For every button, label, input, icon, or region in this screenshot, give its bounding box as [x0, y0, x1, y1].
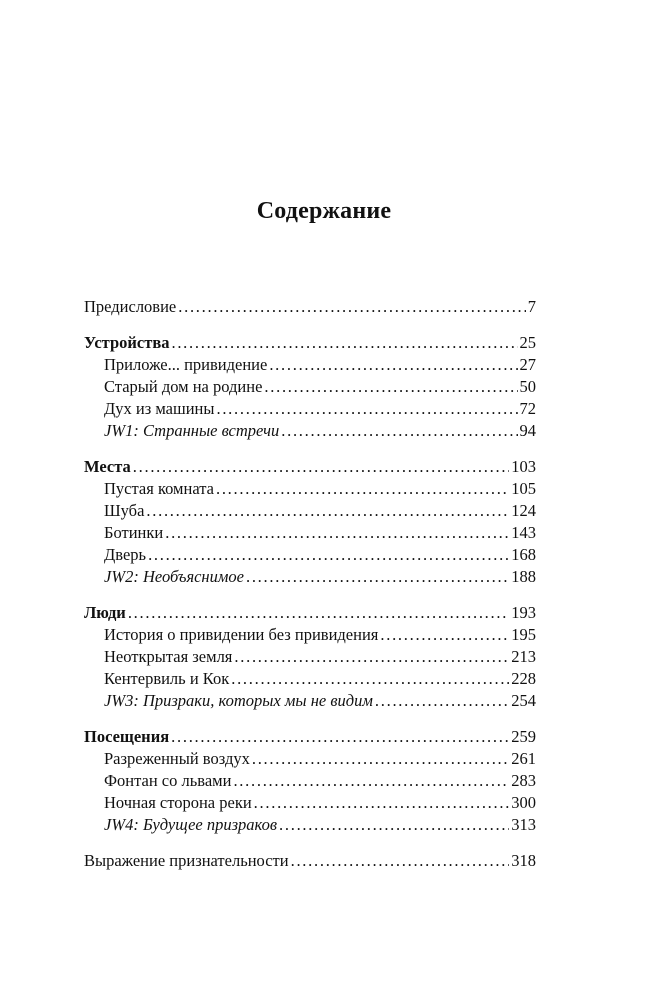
toc-page-number: 105: [511, 479, 536, 498]
dot-leader: [252, 748, 509, 770]
dot-leader: [269, 354, 517, 376]
dot-leader: [148, 544, 509, 566]
toc-subentry[interactable]: [84, 354, 536, 376]
dot-leader: [171, 726, 509, 748]
toc-subentry[interactable]: [84, 624, 536, 646]
toc-page-number: 254: [511, 691, 536, 710]
toc-subentry[interactable]: [84, 398, 536, 420]
dot-leader: [279, 814, 509, 836]
toc-entry-title: Неоткрытая земля: [104, 647, 233, 666]
toc-subentry[interactable]: [84, 668, 536, 690]
toc-page-number: 300: [511, 793, 536, 812]
toc-page-number: 228: [511, 669, 536, 688]
toc-entry-title: Выражение признательности: [84, 851, 289, 870]
dot-leader: [254, 792, 510, 814]
toc-entry-title: Приложе... привидение: [104, 355, 268, 374]
dot-leader: [291, 850, 510, 872]
toc-entry-title: Шуба: [104, 501, 145, 520]
toc-entry-title: JW1: Странные встречи: [104, 421, 280, 440]
toc-entry-title: Пустая комната: [104, 479, 214, 498]
toc-entry[interactable]: [84, 602, 536, 624]
toc-page-number: 25: [519, 333, 536, 352]
toc-subentry[interactable]: [84, 792, 536, 814]
dot-leader: [178, 296, 526, 318]
toc-entry-title: Места: [84, 457, 131, 476]
toc-subentry[interactable]: [84, 478, 536, 500]
toc-page-number: 124: [511, 501, 536, 520]
toc-subentry[interactable]: [84, 522, 536, 544]
dot-leader: [246, 566, 509, 588]
dot-leader: [264, 376, 517, 398]
toc-entry[interactable]: [84, 296, 536, 318]
toc-section: [84, 602, 536, 712]
toc-entry-title: Ботинки: [104, 523, 164, 542]
toc-section: [84, 332, 536, 442]
table-of-contents: [84, 296, 536, 886]
toc-subentry[interactable]: [84, 748, 536, 770]
toc-section: [84, 726, 536, 836]
dot-leader: [375, 690, 509, 712]
toc-page-number: 7: [527, 297, 536, 316]
toc-section: [84, 850, 536, 872]
dot-leader: [146, 500, 509, 522]
toc-page-number: 168: [511, 545, 536, 564]
toc-entry-title: JW4: Будущее призраков: [104, 815, 278, 834]
dot-leader: [133, 456, 509, 478]
toc-subentry[interactable]: [84, 420, 536, 442]
page-title: Содержание: [256, 198, 392, 224]
toc-subentry[interactable]: [84, 500, 536, 522]
toc-entry-title: Разреженный воздух: [104, 749, 250, 768]
toc-entry-title: История о привидении без привидения: [104, 625, 379, 644]
toc-entry-title: JW3: Призраки, которых мы не видим: [104, 691, 373, 710]
toc-entry[interactable]: [84, 456, 536, 478]
toc-page-number: 50: [519, 377, 536, 396]
dot-leader: [128, 602, 509, 624]
toc-entry-title: Кентервиль и Кок: [104, 669, 230, 688]
toc-page-number: 27: [519, 355, 536, 374]
toc-section: [84, 456, 536, 588]
toc-page-number: 318: [511, 851, 536, 870]
toc-entry-title: Фонтан со львами: [104, 771, 232, 790]
dot-leader: [234, 646, 509, 668]
toc-page-number: 72: [519, 399, 536, 418]
toc-page-number: 195: [511, 625, 536, 644]
toc-subentry[interactable]: [84, 814, 536, 836]
dot-leader: [231, 668, 509, 690]
toc-page-number: 188: [511, 567, 536, 586]
toc-page-number: 283: [511, 771, 536, 790]
toc-entry-title: JW2: Необъяснимое: [104, 567, 244, 586]
toc-entry-title: Дверь: [104, 545, 147, 564]
toc-page-number: 213: [511, 647, 536, 666]
toc-entry-title: Люди: [84, 603, 126, 622]
toc-page-number: 143: [511, 523, 536, 542]
dot-leader: [233, 770, 509, 792]
dot-leader: [165, 522, 509, 544]
toc-subentry[interactable]: [84, 376, 536, 398]
toc-entry-title: Ночная сторона реки: [104, 793, 252, 812]
dot-leader: [216, 478, 509, 500]
toc-page-number: 103: [511, 457, 536, 476]
dot-leader: [171, 332, 517, 354]
toc-page-number: 261: [511, 749, 536, 768]
toc-page-number: 259: [511, 727, 536, 746]
toc-subentry[interactable]: [84, 690, 536, 712]
toc-subentry[interactable]: [84, 544, 536, 566]
toc-entry[interactable]: [84, 332, 536, 354]
toc-entry-title: Предисловие: [84, 297, 177, 316]
toc-subentry[interactable]: [84, 646, 536, 668]
toc-entry-title: Старый дом на родине: [104, 377, 263, 396]
toc-page-number: 313: [511, 815, 536, 834]
dot-leader: [380, 624, 509, 646]
toc-subentry[interactable]: [84, 770, 536, 792]
toc-page-number: 193: [511, 603, 536, 622]
toc-entry[interactable]: [84, 850, 536, 872]
toc-entry-title: Посещения: [84, 727, 170, 746]
dot-leader: [281, 420, 517, 442]
toc-entry[interactable]: [84, 726, 536, 748]
toc-page-number: 94: [519, 421, 536, 440]
toc-section: [84, 296, 536, 318]
toc-entry-title: Устройства: [84, 333, 170, 352]
dot-leader: [216, 398, 517, 420]
toc-subentry[interactable]: [84, 566, 536, 588]
toc-entry-title: Дух из машины: [104, 399, 215, 418]
